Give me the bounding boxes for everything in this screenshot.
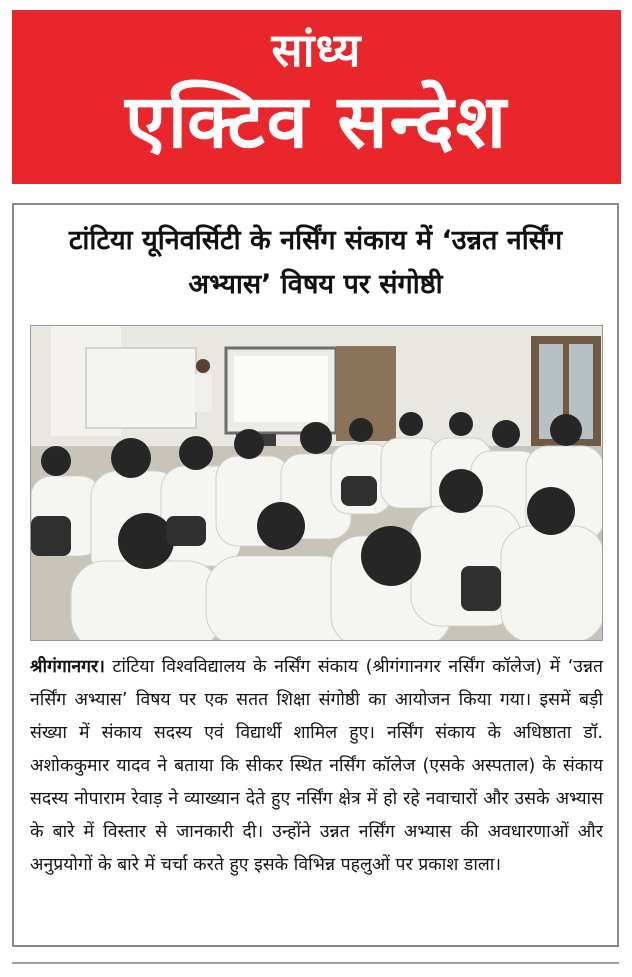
classroom-illustration [31,326,603,641]
article-dateline: श्रीगंगानगर। [30,657,105,677]
masthead-top-word: सांध्य [271,23,362,77]
page-bottom-divider [12,962,619,964]
newspaper-masthead [12,10,621,184]
news-article [12,203,619,947]
seminar-photo [30,325,603,641]
masthead-title: एक्टिव सन्देश [124,79,509,165]
article-body [30,651,603,882]
article-body-text: टांटिया विश्वविद्यालय के नर्सिंग संकाय (श्रीगंगानगर नर्सिंग कॉलेज) में ‘उन्नत नर्सिंग अभ्यास’ विषय पर एक सतत शिक्षा संगोष्ठी का आयोजन किया गया। इसमें बड़ी संख्या में संकाय सदस्य एवं विद्यार्थी शामिल हुए। नर्सिंग संकाय के अधिष्ठाता डॉ. अशोककुमार यादव ने बताया कि सीकर स्थित नर्सिंग कॉलेज (एसके अस्पताल) के संकाय सदस्य नोपाराम रेवाड़ ने व्याख्यान देते हुए नर्सिंग क्षेत्र में हो रहे नवाचारों और उसके अभ्यास के बारे में विस्तार से जानकारी दी। उन्होंने उन्नत नर्सिंग अभ्यास की अवधारणाओं और अनुप्रयोगों के बारे में चर्चा करते हुए इसके विभिन्न पहलुओं पर प्रकाश डाला। [30,657,603,875]
article-headline: टांटिया यूनिवर्सिटी के नर्सिंग संकाय में ‘उन्नत नर्सिंग अभ्यास’ विषय पर संगोष्ठी [68,225,563,300]
